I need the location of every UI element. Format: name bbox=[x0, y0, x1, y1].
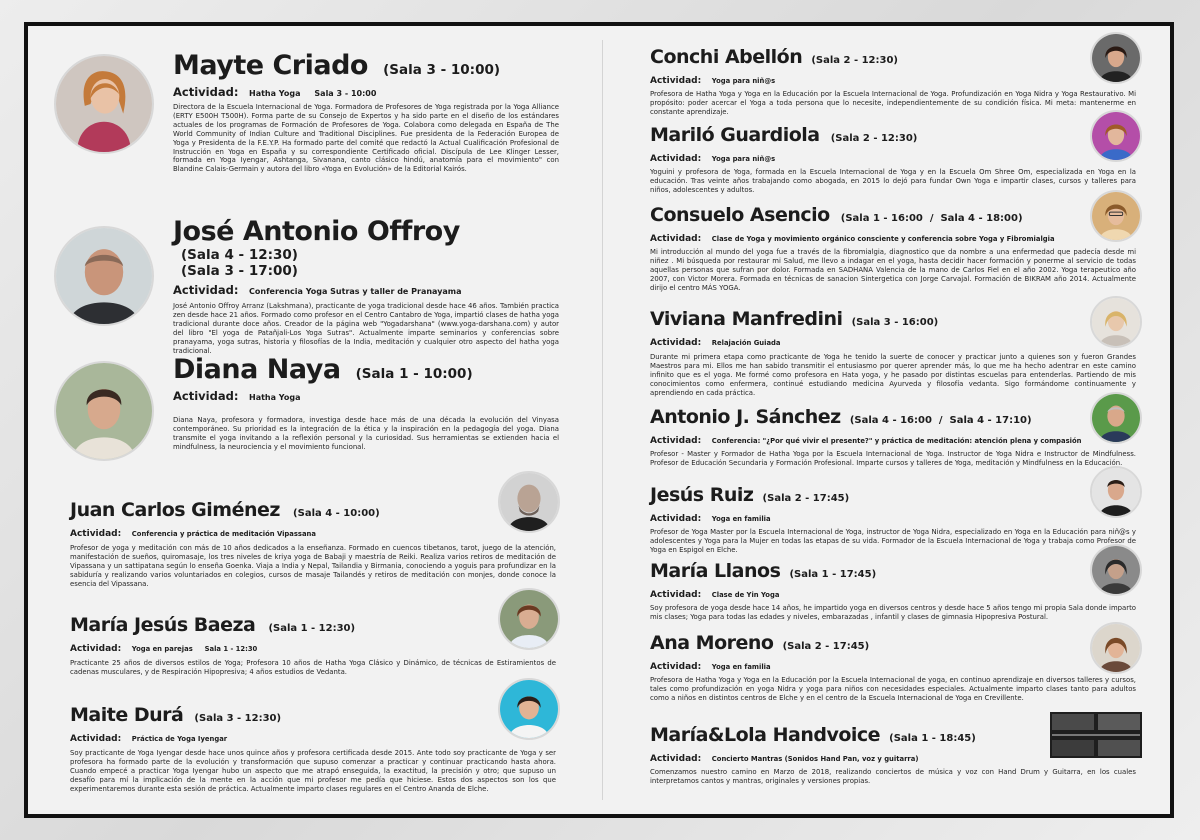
speaker-name: María&Lola Handvoice bbox=[650, 724, 881, 746]
speaker-description: Soy profesora de yoga desde hace 14 años, he impartido yoga en diversos centros y desde hace 5 años tengo mi propia Sala donde imparto mis clases; Yoga para todas las edades y niveles, embarazadas , infantil y clases de gimnasia Hipopresiva Postural. bbox=[650, 604, 1136, 621]
entry-viviana-manfredini bbox=[650, 308, 1150, 398]
photo-mayte-criado bbox=[54, 54, 154, 154]
photo-viviana-manfredini bbox=[1090, 296, 1142, 348]
activity-label: Actividad: bbox=[70, 644, 122, 654]
activity-label: Actividad: bbox=[650, 234, 702, 244]
activity-value: Yoga en parejas Sala 1 - 12:30 bbox=[131, 645, 258, 653]
speaker-room-time: (Sala 3 - 16:00) bbox=[851, 317, 939, 328]
activity-label: Actividad: bbox=[650, 754, 702, 764]
activity-line bbox=[650, 506, 1150, 525]
speaker-room-time: (Sala 3 - 12:30) bbox=[194, 713, 282, 724]
activity-label: Actividad: bbox=[173, 389, 239, 403]
activity-line bbox=[173, 81, 583, 100]
speaker-name: Maite Durá bbox=[70, 704, 184, 726]
activity-line bbox=[173, 279, 583, 298]
speaker-room-time: (Sala 2 - 12:30) bbox=[830, 133, 918, 144]
speaker-name: Ana Moreno bbox=[650, 632, 774, 654]
activity-label: Actividad: bbox=[650, 590, 702, 600]
activity-line bbox=[70, 726, 540, 745]
photo-maria-llanos bbox=[1090, 544, 1142, 596]
activity-line bbox=[70, 636, 540, 655]
speaker-name: Viviana Manfredini bbox=[650, 308, 843, 330]
activity-value: Clase de Yoga y movimiento orgánico consciente y conferencia sobre Yoga y Fibromialgia bbox=[711, 235, 1055, 243]
activity-value: Práctica de Yoga Iyengar bbox=[131, 735, 228, 743]
speaker-room-time: (Sala 4 - 12:30) bbox=[181, 247, 298, 263]
photo-marilo-guardiola bbox=[1090, 110, 1142, 162]
speaker-room-time: (Sala 2 - 12:30) bbox=[811, 55, 898, 66]
speaker-description: Durante mi primera etapa como practicante de Yoga he tenido la suerte de conocer y practicar junto a quienes son y fueron Grandes Maestros para mi. Ellos me han sabido transmitir el entusiasmo por querer aprender más, lo que me ha hecho adentrar en este camino infinito que es el yoga. Me formé como profesora en Hata yoga, y he pasado por distintas escuelas para entenderlas. Partiendo de mis conocimientos como enfermera, continué estudiando medicina Ayurveda y filosofía vedanta. Sigo formándome continuamente y aprendiendo en cada práctica. bbox=[650, 353, 1136, 397]
activity-value: Conferencia y práctica de meditación Vipassana bbox=[131, 530, 316, 538]
activity-line bbox=[650, 330, 1150, 349]
speaker-name: Conchi Abellón bbox=[650, 46, 803, 68]
speaker-description: Profesor de yoga y meditación con más de 10 años dedicados a la enseñanza. Formado en cuencos tibetanos, tarot, juego de la atención, manifestación de sueños, quiromasaje, los tres niveles de kriya yoga de Babaji y maestría de Reiki. Realiza varios retiros de meditación de Vipassana y un sattipatana según lo enseña Goenka. Viaja a India y Nepal, Tailandia y Birmania, conociendo a yoguis para profundizar en la sabiduría y realizando varios voluntariados en colegios, cursos de masaje Tailandés y retiros de meditación con monjes, donde conoce la esencia del Vipassana. bbox=[70, 544, 556, 588]
photo-conchi-abellon bbox=[1090, 32, 1142, 84]
activity-line bbox=[650, 68, 1150, 87]
speaker-room-time: (Sala 3 - 10:00) bbox=[383, 62, 501, 78]
speaker-room-time: (Sala 4 - 16:00 / Sala 4 - 17:10) bbox=[849, 415, 1032, 426]
room-times bbox=[181, 247, 298, 279]
activity-value: Yoga para niñ@s bbox=[711, 77, 776, 85]
photo-diana-naya bbox=[54, 361, 154, 461]
speaker-description: Profesor - Master y Formador de Hatha Yoga por la Escuela Internacional de Yoga. Instructor de Yoga Nidra e Instructor de Mindfulness. Profesor de Educación Secundaria y Formación Profesional. Imparte cursos y talleres de Yoga, meditación y Mindfulness en la Educación. bbox=[650, 450, 1136, 467]
activity-label: Actividad: bbox=[70, 529, 122, 539]
speaker-name: Mayte Criado bbox=[173, 50, 368, 81]
speaker-description: Practicante 25 años de diversos estilos de Yoga; Profesora 10 años de Hatha Yoga Clásico y Dinámico, de técnicas de Estiramientos de cadenas musculares, y de Respiración Hipopresiva; 4 años estudios de Vedanta. bbox=[70, 659, 556, 676]
entry-marilo-guardiola bbox=[650, 124, 1150, 195]
photo-consuelo-asencio bbox=[1090, 190, 1142, 242]
activity-line bbox=[650, 428, 1150, 447]
speaker-name: Antonio J. Sánchez bbox=[650, 406, 841, 428]
speaker-description: Comenzamos nuestro camino en Marzo de 2018, realizando conciertos de música y voz con Hand Drum y Guitarra, en los cuales interpretamos cantos y mantras, originales y versiones propias. bbox=[650, 768, 1136, 785]
activity-label: Actividad: bbox=[650, 338, 702, 348]
speaker-room-time: (Sala 1 - 16:00 / Sala 4 - 18:00) bbox=[840, 213, 1023, 224]
speaker-room-time: (Sala 1 - 18:45) bbox=[889, 733, 976, 744]
activity-label: Actividad: bbox=[650, 154, 702, 164]
entry-diana-naya bbox=[173, 354, 583, 452]
activity-value: Hatha Yoga Sala 3 - 10:00 bbox=[249, 89, 377, 98]
activity-label: Actividad: bbox=[650, 514, 702, 524]
photo-jesus-ruiz bbox=[1090, 466, 1142, 518]
photo-antonio-j-sanchez bbox=[1090, 392, 1142, 444]
photo-jose-antonio-offroy bbox=[54, 226, 154, 326]
photo-handvoice-banner bbox=[1050, 712, 1142, 758]
entry-antonio-j-sanchez bbox=[650, 406, 1150, 468]
speaker-room-time: (Sala 1 - 10:00) bbox=[355, 366, 473, 382]
activity-line bbox=[650, 654, 1150, 673]
photo-juan-carlos-gimenez bbox=[498, 471, 560, 533]
activity-label: Actividad: bbox=[650, 76, 702, 86]
photo-maria-jesus-baeza bbox=[498, 588, 560, 650]
activity-value: Clase de Yin Yoga bbox=[711, 591, 780, 599]
speaker-name: José Antonio Offroy bbox=[173, 216, 460, 247]
activity-line bbox=[173, 385, 583, 404]
speaker-name: María Jesús Baeza bbox=[70, 614, 256, 636]
speaker-description: Profesor de Yoga Master por la Escuela Internacional de Yoga, instructor de Yoga Nidra, especializado en Yoga en la Educación para niñ@s y adolescentes y Yoga para la Mujer en todas las etapas de su vida. Formador de la Escuela Internacional de Yoga y trabaja como Profesor de Yoga en Espigol en Elche. bbox=[650, 528, 1136, 554]
speaker-name: Diana Naya bbox=[173, 354, 341, 385]
speaker-room-time: (Sala 1 - 12:30) bbox=[268, 623, 356, 634]
speaker-room-time-2: (Sala 3 - 17:00) bbox=[181, 263, 298, 279]
activity-line bbox=[650, 582, 1150, 601]
activity-line bbox=[650, 146, 1150, 165]
poster-frame bbox=[24, 22, 1174, 818]
speaker-room-time: (Sala 2 - 17:45) bbox=[782, 641, 870, 652]
speaker-name: Jesús Ruiz bbox=[650, 484, 754, 506]
entry-conchi-abellon bbox=[650, 46, 1150, 117]
speaker-description: Soy practicante de Yoga Iyengar desde hace unos quince años y profesora certificada desde 2015. Ante todo soy practicante de Yoga y ser profesora ha formado parte de la evolución y transformación que supuso comenzar a practicar y continuar practicando hasta ahora. Cuando empecé a practicar Yoga Iyengar hubo un aspecto que me atrapó enseguida, la exactitud, la precisión y otro; que supuso un desafío para mí la implicación de la mente en la acción que mi profesor me pedía que hiciese. Estos dos aspectos son los que experimentaremos durante esta sesión de práctica. Actualmente imparto clases regulares en el Centro Ananda de Elche. bbox=[70, 749, 556, 793]
speaker-name: Mariló Guardiola bbox=[650, 124, 820, 146]
photo-maite-dura bbox=[498, 678, 560, 740]
activity-value: Yoga en familia bbox=[711, 515, 771, 523]
activity-value: Conferencia: "¿Por qué vivir el presente?" y práctica de meditación: atención plena y compasión bbox=[711, 437, 1082, 445]
speaker-name: María Llanos bbox=[650, 560, 781, 582]
activity-value: Yoga en familia bbox=[711, 663, 771, 671]
entry-jesus-ruiz bbox=[650, 484, 1150, 555]
activity-label: Actividad: bbox=[650, 662, 702, 672]
speaker-name: Consuelo Asencio bbox=[650, 204, 830, 226]
speaker-room-time: (Sala 4 - 10:00) bbox=[293, 508, 380, 519]
activity-label: Actividad: bbox=[173, 283, 239, 297]
entry-maria-jesus-baeza bbox=[70, 614, 556, 677]
speaker-description: Profesora de Hatha Yoga y Yoga en la Educación por la Escuela Internacional de Yoga. Profundización en Yoga Nidra y Yoga Restaurativo. Mi propósito: poder acercar el Yoga a toda persona que lo necesite, independientemente de su condición física. Mi meta: mantenerme en constante aprendizaje. bbox=[650, 90, 1136, 116]
speaker-room-time: (Sala 2 - 17:45) bbox=[762, 493, 850, 504]
activity-label: Actividad: bbox=[650, 436, 702, 446]
entry-mayte-criado bbox=[173, 50, 583, 174]
speaker-description: Profesora de Hatha Yoga y Yoga en la Educación por la Escuela Internacional de yoga, en continuo aprendizaje en diversos talleres y cursos, tales como profundización en yoga Nidra y yoga para niños con necesidades especiales. Actualmente imparto clases tanto para adultos como a niños en distintos centros de Elche y en el centro de la Escuela Internacional de Yoga en Crevillente. bbox=[650, 676, 1136, 702]
activity-value: Yoga para niñ@s bbox=[711, 155, 776, 163]
speaker-room-time: (Sala 1 - 17:45) bbox=[789, 569, 877, 580]
activity-line bbox=[650, 226, 1150, 245]
speaker-name: Juan Carlos Giménez bbox=[70, 499, 280, 521]
activity-line bbox=[70, 521, 540, 540]
activity-value: Conferencia Yoga Sutras y taller de Pranayama bbox=[249, 287, 462, 296]
entry-juan-carlos-gimenez bbox=[70, 499, 556, 589]
entry-maite-dura bbox=[70, 704, 556, 794]
speaker-description: Mi introducción al mundo del yoga fue a través de la fibromialgia, diagnostico que da nombre a una enfermedad que padecía desde mi niñez . Mi búsqueda por restaurar mi Salud, me llevo a indagar en el yoga, hasta decidir hacer formación y ponerme al servicio de todas aquellas personas que sufran por dolor. Formada en SADHANA Valencia de la mano de Carlos Fiel en el año 2002. Yoga terapeutico año 2007, con Victor Morera. Formada en técnicas de sanacion Sintergetica con Jorge Carvajal. Formación de BIKRAM año 2014. Actualmente dirijo el centro MÁS YOGA. bbox=[650, 248, 1136, 292]
speaker-description: Diana Naya, profesora y formadora, investiga desde hace más de una década la evolución del Vinyasa contemporáneo. Su prioridad es la integración de la ética y la inspiración en la pedagogía del yoga. Diana transmite el yoga invitando a la reflexión personal y la curiosidad. Sus herramientas se extienden hacia el mindfulness, la neurociencia y el movimiento funcional. bbox=[173, 416, 559, 451]
speaker-description: José Antonio Offroy Arranz (Lakshmana), practicante de yoga tradicional desde hace 46 años. También practica zen desde hace 21 años. Formado como profesor en el Centro Cantabro de Yoga, impartió clases de hatha yoga tradicional durante doce años. Creador de la página web "Yogadarshana" (www.yoga-darshana.com) y autor del libro "El yoga de Patañjali-Los Yoga Sutras". Actualmente imparte seminarios y conferencias sobre pranayama, yoga sutras, historia y filosofías de la India, meditación y cualquier otro aspecto del hatha yoga tradicional. bbox=[173, 302, 560, 355]
photo-ana-moreno bbox=[1090, 622, 1142, 674]
activity-value: Hatha Yoga bbox=[249, 393, 301, 402]
activity-value: Concierto Mantras (Sonidos Hand Pan, voz y guitarra) bbox=[711, 755, 919, 763]
entry-jose-antonio-offroy bbox=[173, 216, 583, 355]
entry-maria-llanos bbox=[650, 560, 1150, 622]
entry-consuelo-asencio bbox=[650, 204, 1150, 293]
speaker-description: Yoguini y profesora de Yoga, formada en la Escuela Internacional de Yoga y en la Escuela Om Shree Om, especializada en Yoga en la educación. Tras veinte años trabajando como abogada, en 2015 lo dejó para fundar Own Yoga e impartir clases, cursos y talleres para niños, adolescentes y adultos. bbox=[650, 168, 1136, 194]
activity-label: Actividad: bbox=[173, 85, 239, 99]
column-divider bbox=[602, 40, 603, 800]
activity-label: Actividad: bbox=[70, 734, 122, 744]
entry-ana-moreno bbox=[650, 632, 1150, 703]
activity-value: Relajación Guiada bbox=[711, 339, 781, 347]
speaker-description: Directora de la Escuela Internacional de Yoga. Formadora de Profesores de Yoga registrada por la Yoga Alliance (ERTY E500H T500H). Forma parte de su Consejo de Expertos y ha sido parte en el diseño de los estándares actuales de los programas de Formación de Profesores de Yoga. Colabora como delegada en España de The World Community of Indian Culture and Traditional Disciplines. Fue presidenta de la Federación Europea de Yoga y Presidenta de la F.E.Y.P. Ha formado parte del comité que redactó la Actual Cualificación Profesional de Instrucción en Yoga en España y su correspondiente Certificado oficial. Discípula de Lee Klinger Lesser, formada en Yoga Iyengar, Ashtanga, Sivanana, canto clásico hindú, anatomía para el movimiento" con Blandine Calais-Germain y autora del libro «Yoga en Evolución» de la Editorial Kairós. bbox=[173, 103, 559, 174]
